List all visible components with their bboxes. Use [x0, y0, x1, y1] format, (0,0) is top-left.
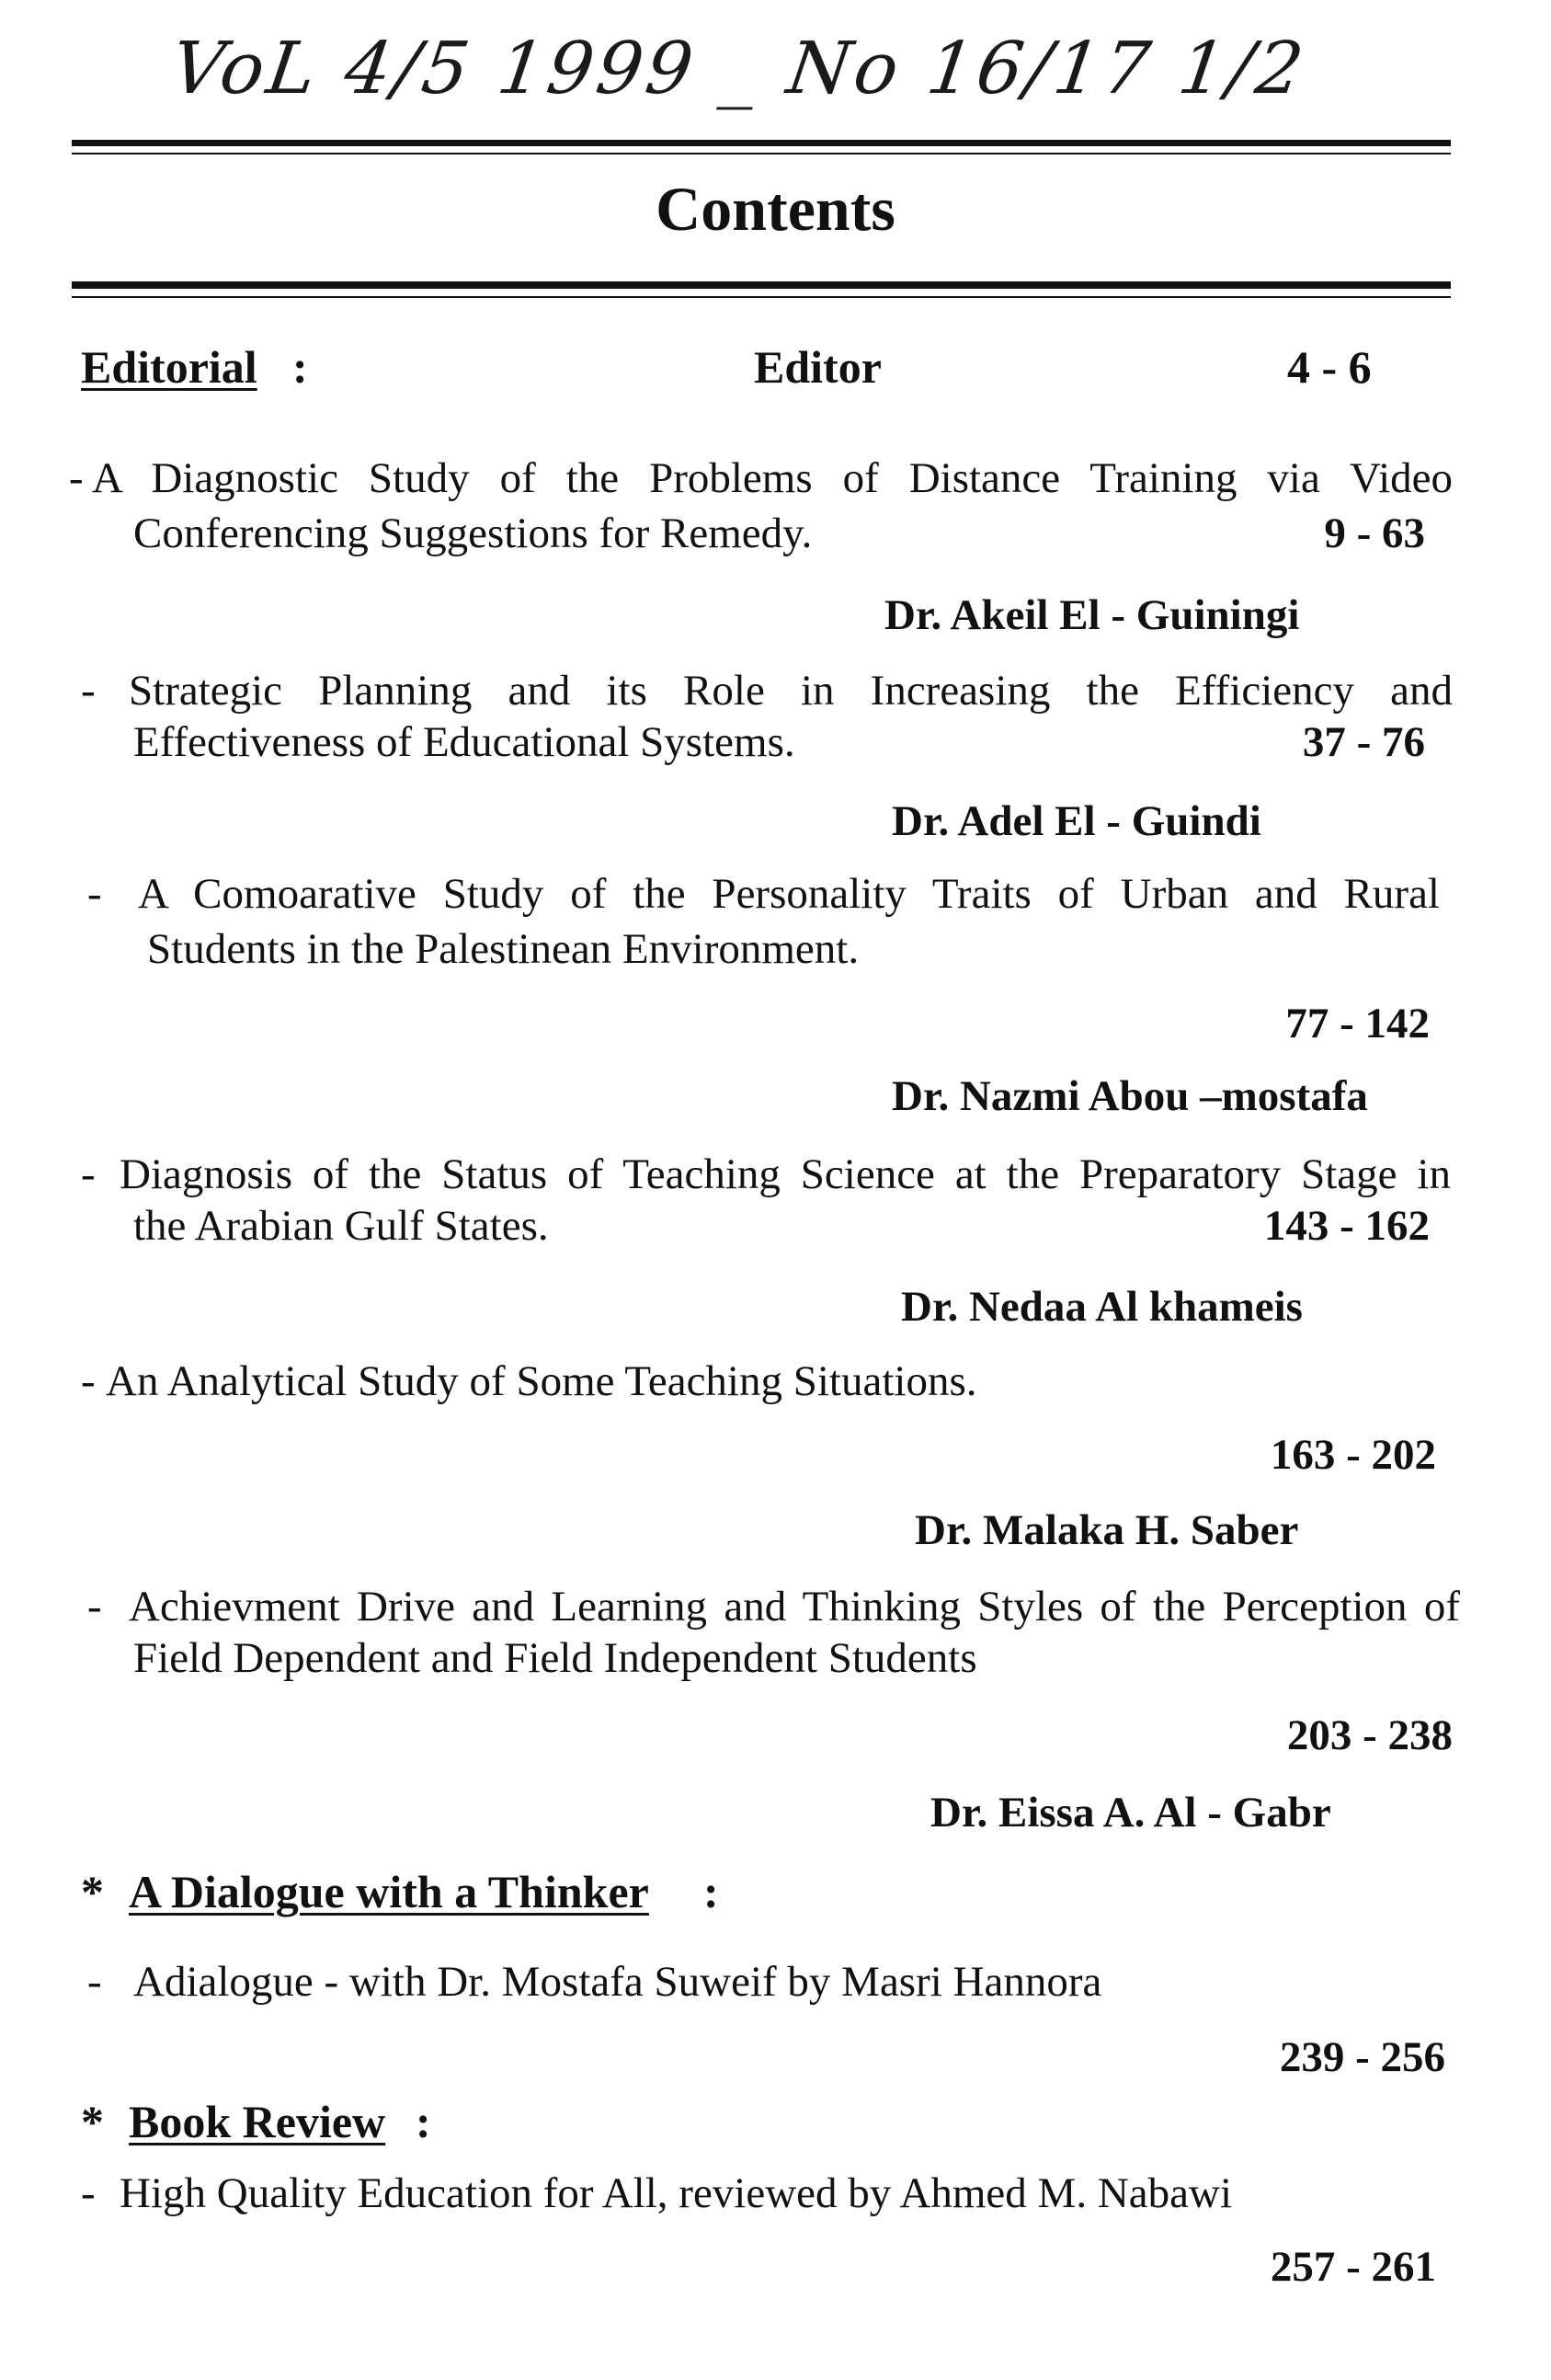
section-colon: : [703, 1866, 719, 1917]
dialogue-item: Adialogue - with Dr. Mostafa Suweif by Masri Hannora [133, 1958, 1102, 2006]
entry-pages: 37 - 76 [1302, 718, 1425, 766]
entry-author: Dr. Nedaa Al khameis [901, 1283, 1303, 1331]
entry-title-line2: the Arabian Gulf States. [133, 1202, 549, 1250]
entry-author: Dr. Akeil El - Guiningi [884, 591, 1300, 639]
entry-dash: - [69, 454, 84, 502]
entry-dash: - [81, 667, 96, 715]
title-rule-thin [72, 296, 1451, 298]
entry-pages: 239 - 256 [1279, 2033, 1445, 2081]
section-bullet: * [81, 2096, 104, 2147]
entry-title-line2: Students in the Palestinean Environment. [147, 925, 860, 973]
book-review-item: High Quality Education for All, reviewed by Ahmed M. Nabawi [120, 2169, 1232, 2217]
entry-dash: - [81, 2169, 96, 2217]
top-rule-thick [72, 140, 1451, 146]
entry-title-line2: Effectiveness of Educational Systems. [133, 718, 795, 766]
editorial-pages: 4 - 6 [1287, 341, 1372, 393]
entry-title-line2: Field Dependent and Field Independent Students [133, 1634, 977, 1682]
entry-title-line1: Diagnosis of the Status of Teaching Science at the Preparatory Stage in [120, 1150, 1451, 1198]
handwritten-volume-note: VoL 4/5 1999 _ No 16/17 1/2 [165, 28, 1312, 110]
entry-title-line1: An Analytical Study of Some Teaching Situations. [106, 1357, 977, 1405]
top-rule-thin [72, 153, 1451, 154]
editorial-colon: : [292, 341, 308, 393]
entry-dash: - [81, 1150, 96, 1198]
editorial-label: Editorial [81, 341, 257, 393]
entry-pages: 163 - 202 [1270, 1431, 1436, 1479]
entry-pages: 203 - 238 [1286, 1711, 1453, 1759]
entry-pages: 9 - 63 [1324, 509, 1425, 557]
entry-dash: - [81, 1357, 96, 1405]
entry-title-line1: Strategic Planning and its Role in Increasing the Efficiency and [129, 667, 1453, 715]
entry-title-line2: Conferencing Suggestions for Remedy. [133, 509, 813, 557]
entry-pages: 77 - 142 [1285, 1000, 1430, 1047]
section-bullet: * [81, 1866, 104, 1917]
editorial-author: Editor [754, 341, 882, 393]
entry-title-line1: A Diagnostic Study of the Problems of Distance Training via Video [92, 454, 1453, 502]
entry-dash: - [87, 870, 102, 918]
entry-author: Dr. Nazmi Abou –mostafa [892, 1072, 1368, 1120]
page-title: Contents [656, 174, 895, 244]
entry-author: Dr. Malaka H. Saber [915, 1506, 1299, 1554]
section-colon: : [416, 2096, 431, 2147]
entry-pages: 143 - 162 [1263, 1202, 1430, 1250]
entry-dash: - [87, 1958, 102, 2006]
entry-author: Dr. Adel El - Guindi [892, 797, 1261, 845]
entry-title-line1: Achievment Drive and Learning and Thinking Styles of the Perception of [129, 1583, 1460, 1631]
entry-title-line1: A Comoarative Study of the Personality Traits of Urban and Rural [138, 870, 1440, 918]
entry-author: Dr. Eissa A. Al - Gabr [930, 1789, 1331, 1836]
section-heading: A Dialogue with a Thinker [129, 1866, 649, 1917]
entry-pages: 257 - 261 [1270, 2243, 1436, 2291]
section-heading: Book Review [129, 2096, 386, 2147]
entry-dash: - [87, 1583, 102, 1631]
title-rule-thick [72, 281, 1451, 289]
